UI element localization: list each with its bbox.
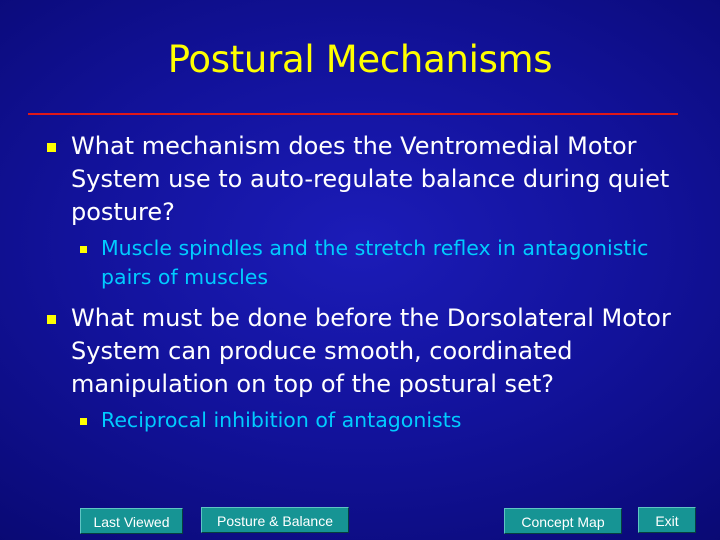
- sub-bullet-item: [78, 234, 694, 292]
- last-viewed-button[interactable]: Last Viewed: [80, 508, 183, 534]
- sub-bullet-text: Muscle spindles and the stretch reflex in antagonistic pairs of muscles: [101, 236, 649, 289]
- slide-content: [44, 130, 694, 445]
- bullet-text: What must be done before the Dorsolateral Motor System can produce smooth, coordinated manipulation on top of the postural set?: [71, 304, 671, 398]
- title-divider: [28, 113, 678, 115]
- bullet-item: [44, 130, 694, 229]
- bullet-text: What mechanism does the Ventromedial Motor System use to auto-regulate balance during quiet posture?: [71, 132, 670, 226]
- sub-bullet-item: [78, 406, 694, 435]
- square-bullet-icon: [80, 418, 87, 425]
- square-bullet-icon: [47, 315, 56, 324]
- sub-bullet-text: Reciprocal inhibition of antagonists: [101, 408, 462, 432]
- slide-title: Postural Mechanisms: [167, 38, 553, 81]
- concept-map-button[interactable]: Concept Map: [504, 508, 622, 534]
- square-bullet-icon: [47, 143, 56, 152]
- square-bullet-icon: [80, 246, 87, 253]
- posture-balance-button[interactable]: Posture & Balance: [201, 507, 349, 533]
- exit-button[interactable]: Exit: [638, 507, 696, 533]
- bullet-item: [44, 302, 694, 401]
